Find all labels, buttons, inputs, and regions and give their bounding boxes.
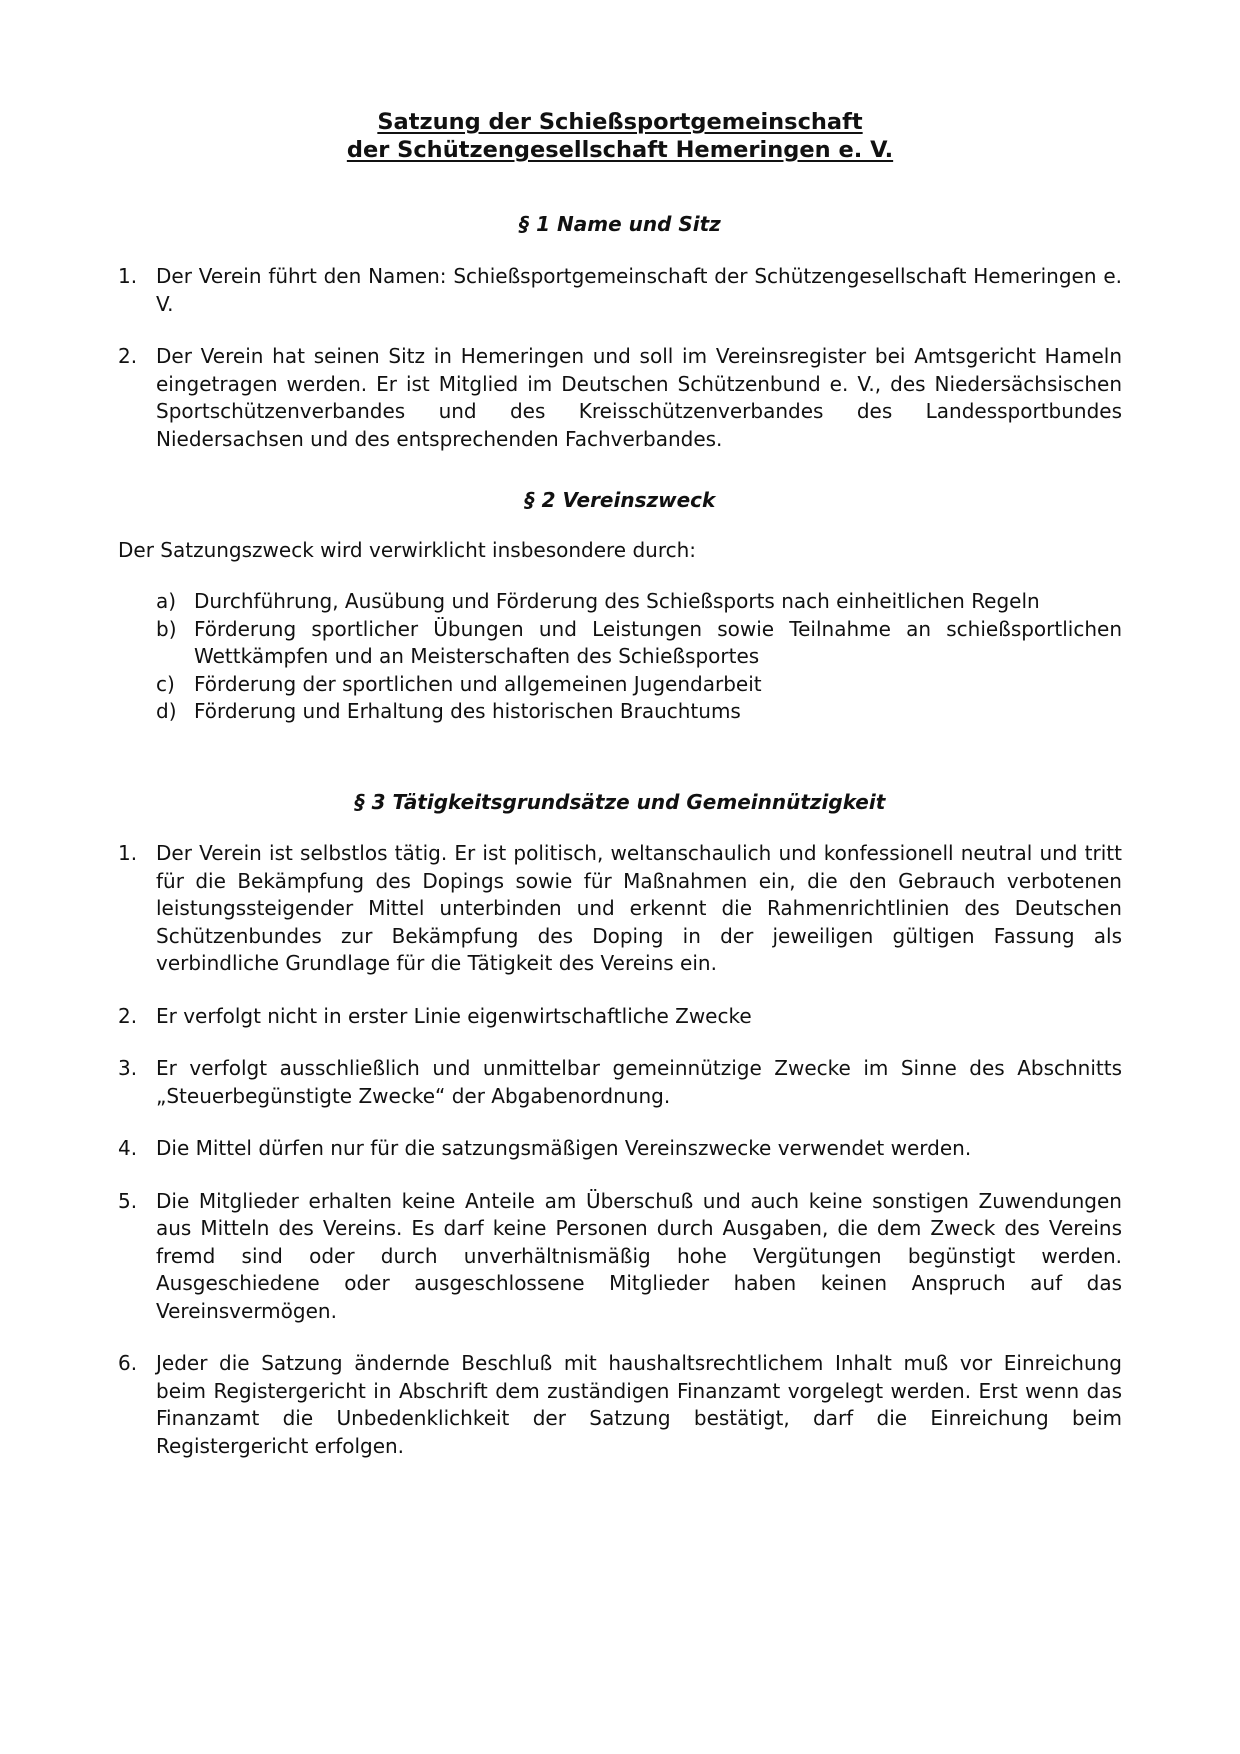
- section-2-intro: Der Satzungszweck wird verwirklicht insbesondere durch:: [118, 538, 697, 562]
- section-1-heading: § 1 Name und Sitz: [519, 212, 721, 236]
- list-item: [118, 1350, 1122, 1460]
- list-item-number: 1.: [118, 841, 138, 865]
- list-item-text: Förderung und Erhaltung des historischen Brauchtums: [194, 699, 741, 723]
- list-item-number: 4.: [118, 1136, 138, 1160]
- list-item-number: 2.: [118, 1003, 138, 1028]
- list-item-text: Die Mitglieder erhalten keine Anteile am Überschuß und auch keine sonstigen Zuwendungen aus Mitteln des Vereins. Es darf keine Personen durch Ausgaben, die dem Zweck des Vereins fremd sind oder durch unverhältnismäßig hohe Vergütungen begünstigt werden. Ausgeschiedene oder ausgeschlossene Mitglieder haben keinen Anspruch auf das Vereinsvermögen.: [156, 1188, 1122, 1323]
- list-item-text: Er verfolgt nicht in erster Linie eigenwirtschaftliche Zwecke: [156, 1003, 752, 1028]
- list-item-number: 5.: [118, 1188, 138, 1213]
- list-item-letter: b): [156, 616, 177, 641]
- list-item-text: Die Mittel dürfen nur für die satzungsmäßigen Vereinszwecke verwendet werden.: [156, 1136, 972, 1160]
- list-item: [118, 1188, 1122, 1326]
- document-title-line-1: Satzung der Schießsportgemeinschaft: [377, 109, 863, 135]
- list-item: [118, 343, 1122, 453]
- list-item: [156, 616, 1122, 671]
- section-3-heading: § 3 Tätigkeitsgrundsätze und Gemeinnützigkeit: [354, 790, 886, 814]
- list-item-text: Förderung sportlicher Übungen und Leistungen sowie Teilnahme an schießsportlichen Wettkämpfen und an Meisterschaften des Schießsportes: [194, 616, 1122, 668]
- list-item-text: Der Verein führt den Namen: Schießsportgemeinschaft der Schützengesellschaft Hemeringen e. V.: [156, 264, 1122, 316]
- list-item-letter: c): [156, 671, 175, 696]
- list-item-text: Förderung der sportlichen und allgemeinen Jugendarbeit: [194, 671, 762, 696]
- list-item-letter: d): [156, 699, 177, 723]
- list-item: [118, 840, 1122, 978]
- list-item-text: Durchführung, Ausübung und Förderung des Schießsports nach einheitlichen Regeln: [194, 589, 1040, 613]
- list-item-text: Jeder die Satzung ändernde Beschluß mit haushaltsrechtlichem Inhalt muß vor Einreichung beim Registergericht in Abschrift dem zuständigen Finanzamt vorgelegt werden. Erst wenn das Finanzamt die Unbedenklichkeit der Satzung bestätigt, darf die Einreichung beim Registergericht erfolgen.: [156, 1351, 1122, 1458]
- list-item: [156, 588, 1122, 616]
- list-item: [118, 1055, 1122, 1110]
- list-item-number: 1.: [118, 264, 138, 288]
- section-1-list: [118, 263, 1122, 453]
- list-item-number: 6.: [118, 1351, 138, 1375]
- section-3-list: [118, 840, 1122, 1460]
- list-item-number: 3.: [118, 1056, 138, 1080]
- list-item-text: Er verfolgt ausschließlich und unmittelbar gemeinnützige Zwecke im Sinne des Abschnitts „Steuerbegünstigte Zwecke“ der Abgabenordnung.: [156, 1056, 1122, 1108]
- section-2-list: [156, 588, 1122, 726]
- list-item: [156, 671, 1122, 699]
- list-item: [118, 1003, 1122, 1031]
- document-title-line-2: der Schützengesellschaft Hemeringen e. V.: [346, 137, 894, 163]
- list-item: [156, 698, 1122, 726]
- list-item-text: Der Verein ist selbstlos tätig. Er ist politisch, weltanschaulich und konfessionell neutral und tritt für die Bekämpfung des Dopings sowie für Maßnahmen ein, die den Gebrauch verbotenen leistungssteigender Mittel unterbinden und erkennt die Rahmenrichtlinien des Deutschen Schützenbundes zur Bekämpfung des Doping in der jeweiligen gültigen Fassung als verbindliche Grundlage für die Tätigkeit des Vereins ein.: [156, 841, 1122, 975]
- list-item-number: 2.: [118, 344, 138, 368]
- list-item: [118, 263, 1122, 318]
- list-item-letter: a): [156, 589, 177, 613]
- list-item: [118, 1135, 1122, 1163]
- list-item-text: Der Verein hat seinen Sitz in Hemeringen und soll im Vereinsregister bei Amtsgericht Hameln eingetragen werden. Er ist Mitglied im Deutschen Schützenbund e. V., des Niedersächsischen Sportschützenverbandes und des Kreisschützenverbandes des Landessportbundes Niedersachsen und des entsprechenden Fachverbandes.: [156, 344, 1122, 451]
- section-2-heading: § 2 Vereinszweck: [524, 488, 716, 512]
